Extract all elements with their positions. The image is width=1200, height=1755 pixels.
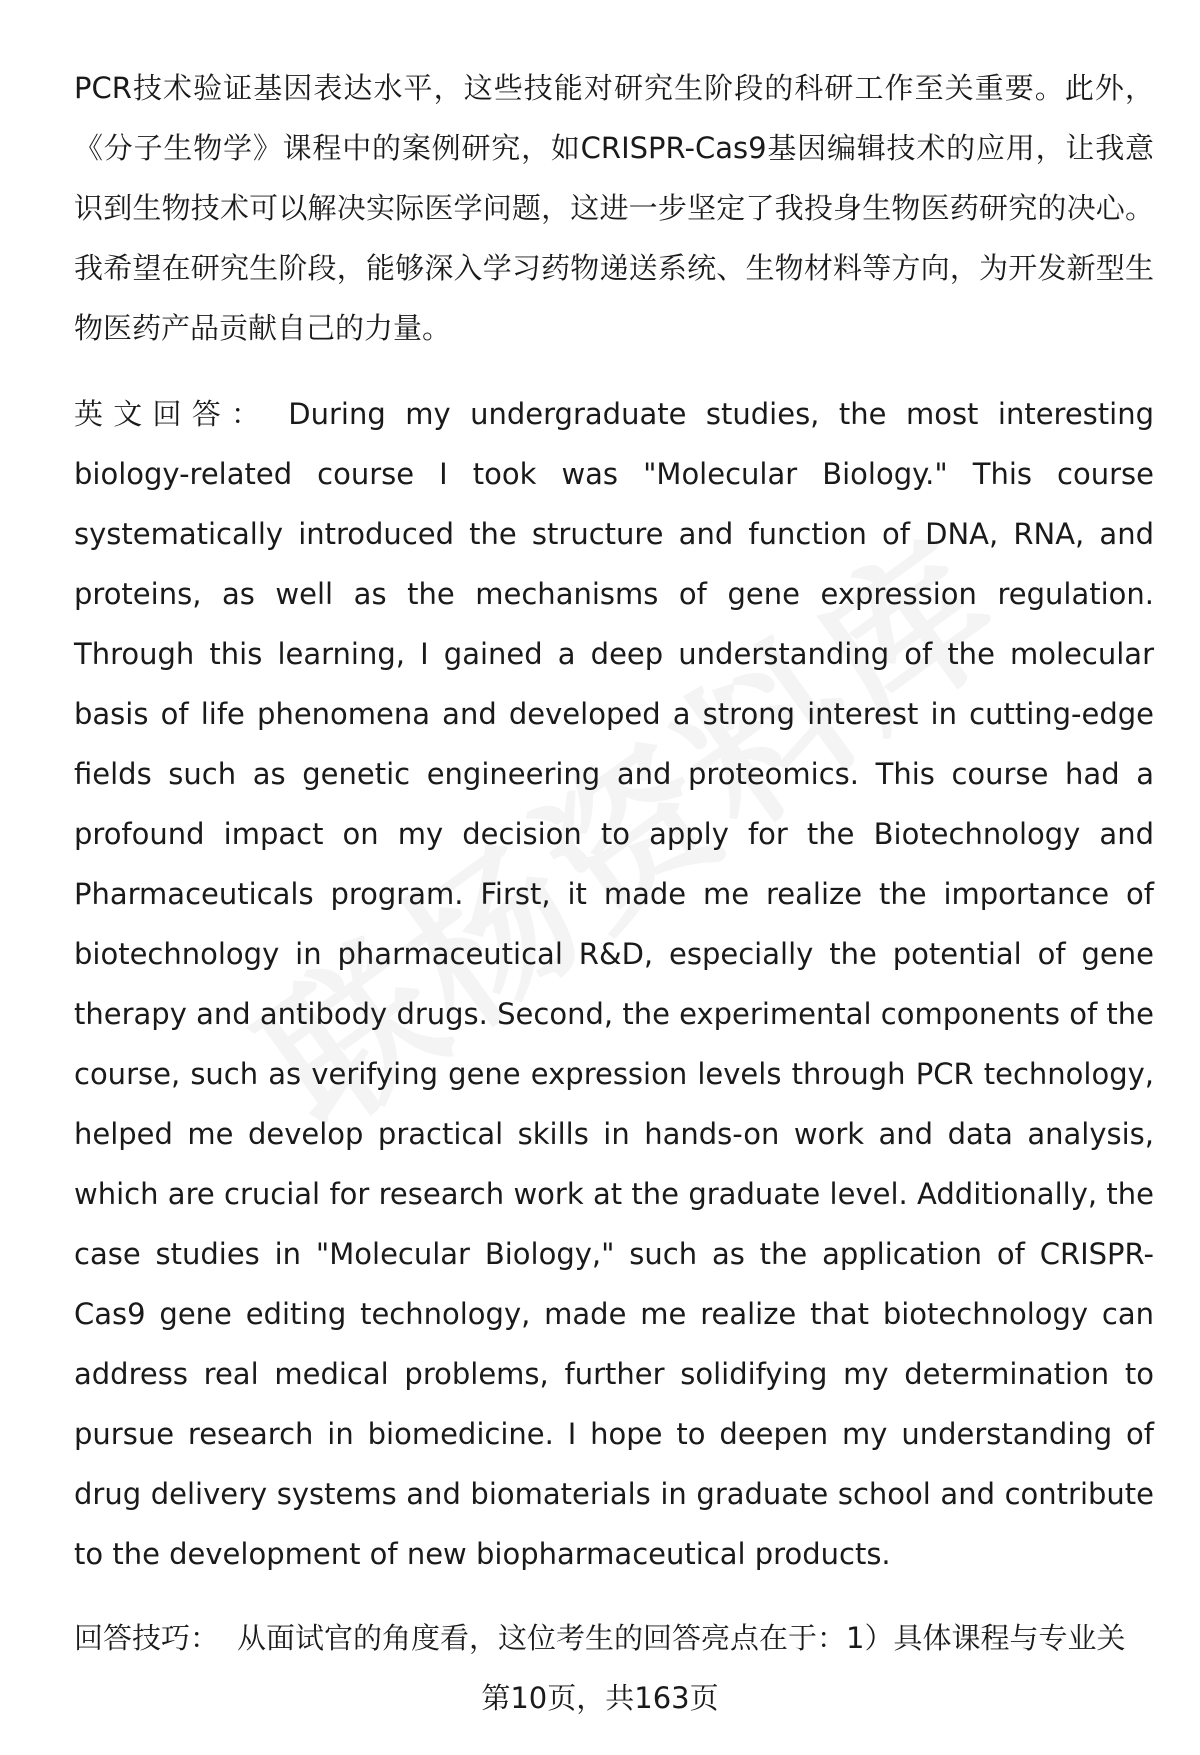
answer-tips-label: 回答技巧： [74, 1621, 220, 1655]
page-content [74, 58, 1154, 1668]
english-answer-paragraph [74, 384, 1154, 1584]
answer-tips-paragraph [74, 1608, 1154, 1668]
english-answer-text: During my undergraduate studies, the most interesting biology-related course I took was "Molecular Biology." This course systematically introduced the structure and function of DNA, RNA, and proteins, as well as the mechanisms of gene expression regulation. Through this learning, I gained a deep understanding of the molecular basis of life phenomena and developed a strong interest in cutting-edge fields such as genetic engineering and proteomics. This course had a profound impact on my decision to apply for the Biotechnology and Pharmaceuticals program. First, it made me realize the importance of biotechnology in pharmaceutical R&D, especially the potential of gene therapy and antibody drugs. Second, the experimental components of the course, such as verifying gene expression levels through PCR technology, helped me develop practical skills in hands-on work and data analysis, which are crucial for research work at the graduate level. Additionally, the case studies in "Molecular Biology," such as the application of CRISPR-Cas9 gene editing technology, made me realize that biotechnology can address real medical problems, further solidifying my determination to pursue research in biomedicine. I hope to deepen my understanding of drug delivery systems and biomaterials in graduate school and contribute to the development of new biopharmaceutical products. [74, 397, 1154, 1571]
answer-tips-text: 从面试官的角度看，这位考生的回答亮点在于：1）具体课程与专业关 [237, 1621, 1126, 1655]
chinese-answer-paragraph: PCR技术验证基因表达水平，这些技能对研究生阶段的科研工作至关重要。此外，《分子生物学》课程中的案例研究，如CRISPR-Cas9基因编辑技术的应用，让我意识到生物技术可以解决实际医学问题，这进一步坚定了我投身生物医药研究的决心。我希望在研究生阶段，能够深入学习药物递送系统、生物材料等方向，为开发新型生物医药产品贡献自己的力量。 [74, 71, 1154, 345]
english-answer-label: 英文回答： [74, 397, 271, 431]
page-number-footer: 第10页，共163页 [481, 1681, 719, 1715]
